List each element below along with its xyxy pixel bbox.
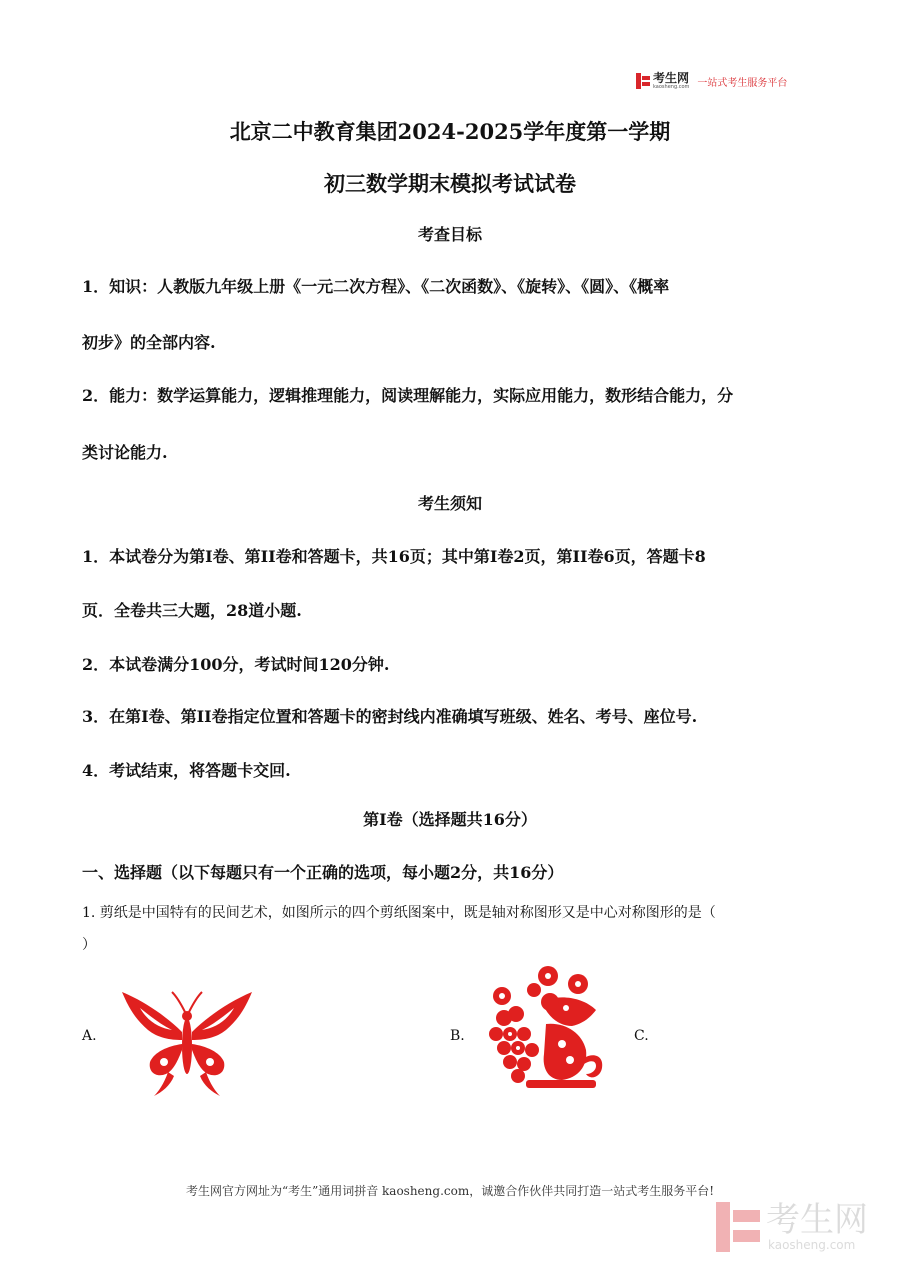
goals-line: 1．知识：人教版九年级上册《一元二次方程》、《二次函数》、《旋转》、《圆》、《概率 <box>82 277 670 296</box>
goals-line: 2．能力：数学运算能力，逻辑推理能力，阅读理解能力，实际应用能力，数形结合能力，分 <box>82 386 734 405</box>
logo-slogan: 一站式考生服务平台 <box>697 77 788 89</box>
notice-heading: 考生须知 <box>417 494 482 513</box>
logo-domain: kaosheng.com <box>653 84 690 90</box>
page-subtitle: 初三数学期末模拟考试试卷 <box>324 171 576 196</box>
question-1-text-cont: ） <box>82 937 96 953</box>
notice-line: 1．本试卷分为第I卷、第II卷和答题卡，共16页；其中第I卷2页，第II卷6页，答题卡8 <box>82 547 706 566</box>
option-a-label: A. <box>82 1028 97 1044</box>
logo-wordmark <box>653 72 689 90</box>
section-one-heading: 一、选择题（以下每题只有一个正确的选项，每小题2分，共16分） <box>82 863 564 882</box>
watermark-domain: kaosheng.com <box>768 1238 856 1252</box>
page-title: 北京二中教育集团2024-2025学年度第一学期 <box>229 119 671 144</box>
watermark-name: 考生网 <box>766 1200 868 1240</box>
notice-line: 4．考试结束，将答题卡交回. <box>82 761 291 780</box>
goals-line: 初步》的全部内容. <box>82 333 216 352</box>
goals-heading: 考查目标 <box>417 225 482 244</box>
watermark-wordmark <box>760 1202 868 1252</box>
notice-line: 3．在第I卷、第II卷指定位置和答题卡的密封线内准确填写班级、姓名、考号、座位号. <box>82 707 698 726</box>
option-c-label: C. <box>634 1028 649 1044</box>
notice-line: 页．全卷共三大题，28道小题. <box>82 601 302 620</box>
header-logo <box>636 70 787 92</box>
goals-line: 类讨论能力. <box>82 443 168 462</box>
footer-text: 考生网官方网址为“考生”通用词拼音 kaosheng.com，诚邀合作伙伴共同打造一站式考生服务平台! <box>185 1184 715 1198</box>
option-b-label: B. <box>450 1028 465 1044</box>
notice-line: 2．本试卷满分100分，考试时间120分钟. <box>82 655 390 674</box>
mouse-papercut-image <box>486 962 610 1092</box>
kaosheng-watermark-icon <box>716 1202 760 1252</box>
butterfly-papercut-image <box>118 988 256 1100</box>
kaosheng-logo-icon <box>636 73 650 89</box>
part1-heading: 第I卷（选择题共16分） <box>363 810 537 829</box>
question-1-text: 1. 剪纸是中国特有的民间艺术，如图所示的四个剪纸图案中，既是轴对称图形又是中心对称图形的是（ <box>82 905 716 921</box>
logo-name: 考生网 <box>653 71 690 85</box>
watermark <box>716 1202 868 1252</box>
